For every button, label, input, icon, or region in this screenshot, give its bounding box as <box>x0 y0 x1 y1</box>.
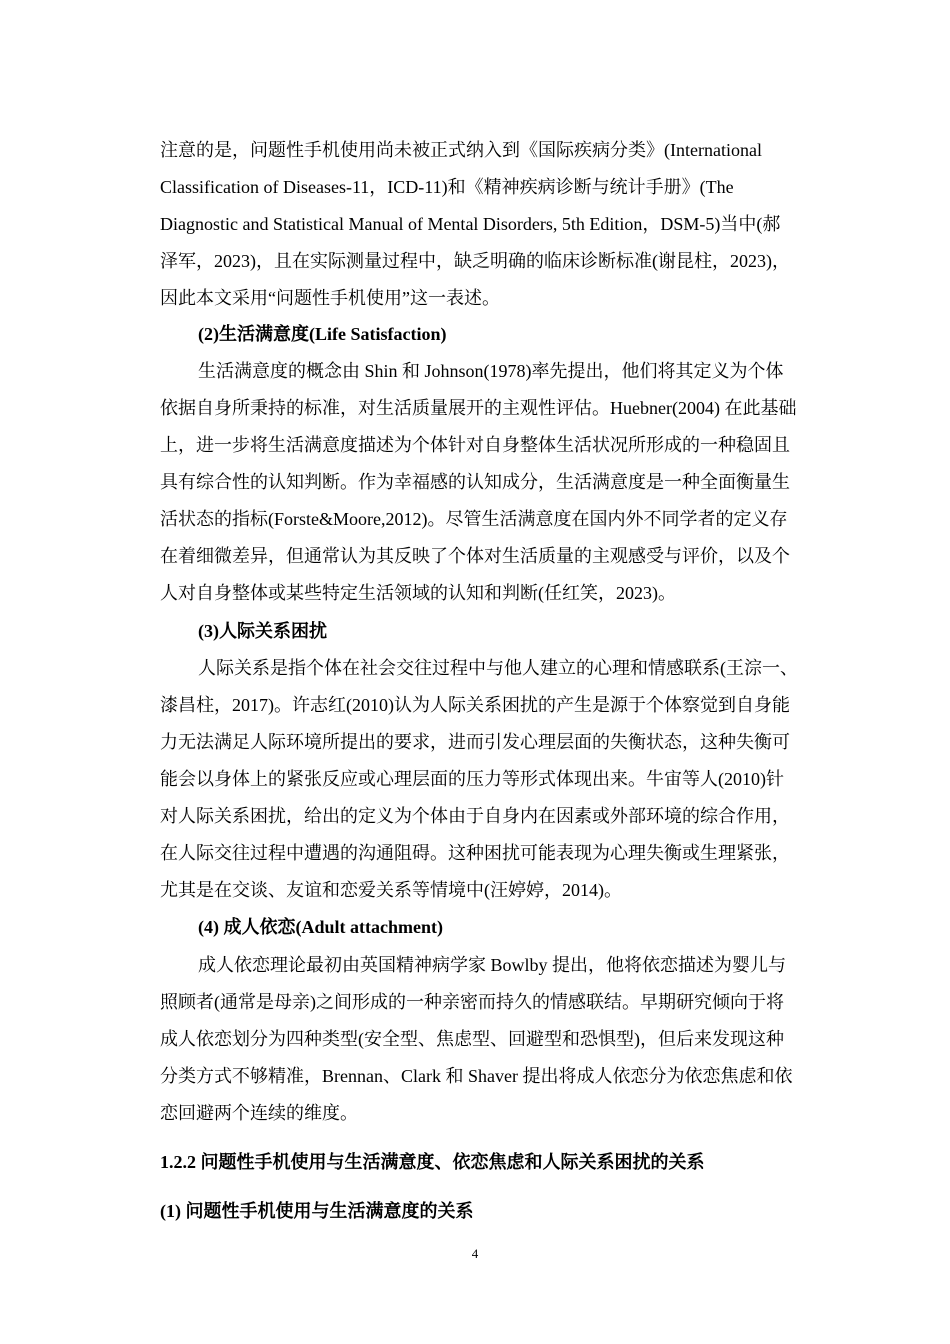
text-line: 能会以身体上的紧张反应或心理层面的压力等形式体现出来。牛宙等人(2010)针 <box>160 769 784 789</box>
text-line: 注意的是，问题性手机使用尚未被正式纳入到《国际疾病分类》(International <box>160 140 762 160</box>
text-line: 泽军，2023)，且在实际测量过程中，缺乏明确的临床诊断标准(谢昆柱，2023)， <box>160 251 790 271</box>
text-line: Diagnostic and Statistical Manual of Mental Disorders, 5th Edition，DSM-5)当中(郝 <box>160 214 781 234</box>
text-line: 成人依恋划分为四种类型(安全型、焦虑型、回避型和恐惧型)，但后来发现这种 <box>160 1029 784 1049</box>
text-line: Classification of Diseases-11，ICD-11)和《精神疾病诊断与统计手册》(The <box>160 177 734 197</box>
text-line: 分类方式不够精准，Brennan、Clark 和 Shaver 提出将成人依恋分为依恋焦虑和依 <box>160 1066 793 1086</box>
text-line: 人际关系是指个体在社会交往过程中与他人建立的心理和情感联系(王淙一、 <box>198 658 798 678</box>
text-line: 因此本文采用“问题性手机使用”这一表述。 <box>160 288 500 308</box>
text-line: 成人依恋理论最初由英国精神病学家 Bowlby 提出，他将依恋描述为婴儿与 <box>198 955 787 975</box>
text-line: 在人际交往过程中遭遇的沟通阻碍。这种困扰可能表现为心理失衡或生理紧张， <box>160 843 790 863</box>
subsection-heading-1-2-2: 1.2.2 问题性手机使用与生活满意度、依恋焦虑和人际关系困扰的关系 <box>160 1152 705 1172</box>
text-line: 上，进一步将生活满意度描述为个体针对自身整体生活状况所形成的一种稳固且 <box>160 435 790 455</box>
text-line: 尤其是在交谈、友谊和恋爱关系等情境中(汪婷婷，2014)。 <box>160 880 622 900</box>
section-heading-interpersonal: (3)人际关系困扰 <box>198 621 327 641</box>
section-heading-adult-attachment: (4) 成人依恋(Adult attachment) <box>198 917 443 937</box>
text-line: 依据自身所秉持的标准，对生活质量展开的主观性评估。Huebner(2004) 在此基础 <box>160 398 797 418</box>
text-line: 漆昌柱，2017)。许志红(2010)认为人际关系困扰的产生是源于个体察觉到自身能 <box>160 695 790 715</box>
text-line: 恋回避两个连续的维度。 <box>160 1103 358 1123</box>
text-line: 照顾者(通常是母亲)之间形成的一种亲密而持久的情感联结。早期研究倾向于将 <box>160 992 784 1012</box>
section-heading-phone-use-life-satisfaction: (1) 问题性手机使用与生活满意度的关系 <box>160 1201 474 1221</box>
section-heading-life-satisfaction: (2)生活满意度(Life Satisfaction) <box>198 324 447 344</box>
text-line: 生活满意度的概念由 Shin 和 Johnson(1978)率先提出，他们将其定义为个体 <box>198 361 784 381</box>
text-line: 具有综合性的认知判断。作为幸福感的认知成分，生活满意度是一种全面衡量生 <box>160 472 790 492</box>
text-line: 在着细微差异，但通常认为其反映了个体对生活质量的主观感受与评价，以及个 <box>160 546 790 566</box>
text-line: 人对自身整体或某些特定生活领域的认知和判断(任红笑，2023)。 <box>160 583 676 603</box>
page-number: 4 <box>471 1246 479 1261</box>
text-line: 活状态的指标(Forste&Moore,2012)。尽管生活满意度在国内外不同学者的定义存 <box>160 509 788 529</box>
text-line: 力无法满足人际环境所提出的要求，进而引发心理层面的失衡状态，这种失衡可 <box>160 732 790 752</box>
text-line: 对人际关系困扰，给出的定义为个体由于自身内在因素或外部环境的综合作用， <box>160 806 790 826</box>
